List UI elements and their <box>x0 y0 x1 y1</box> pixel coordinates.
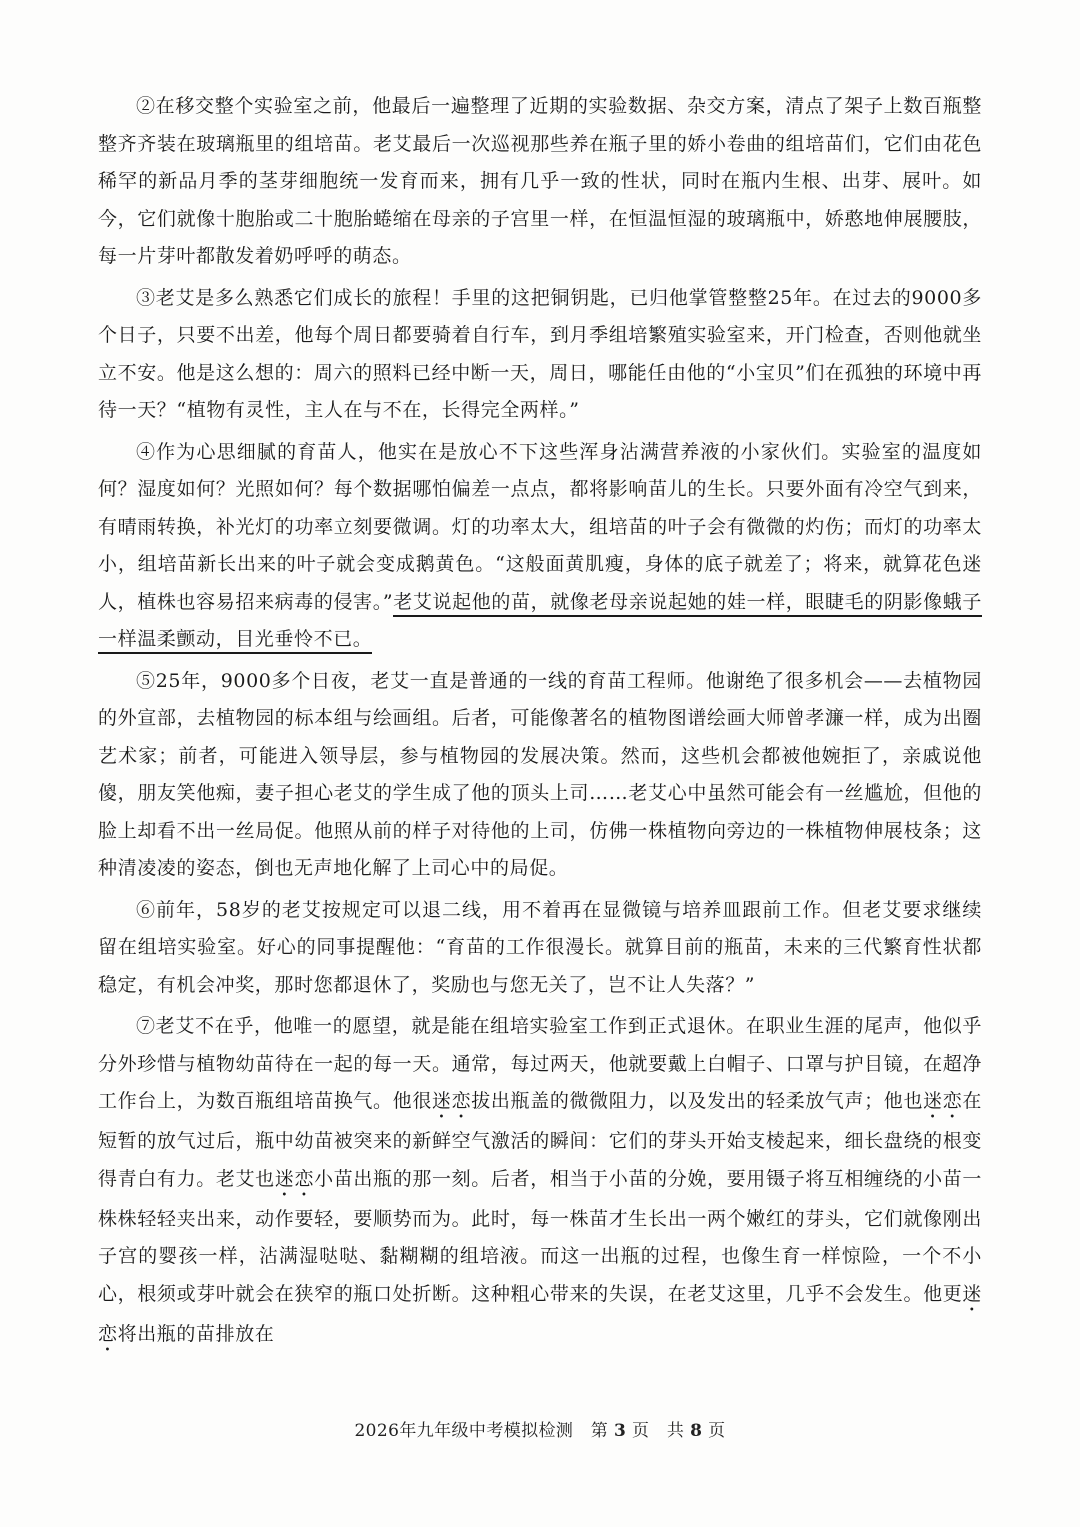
paragraph-4 <box>98 434 982 659</box>
paragraph-7-text: ⑦老艾不在乎，他唯一的愿望，就是能在组培实验室工作到正式退休。在职业生涯的尾声，他似乎分外珍惜与植物幼苗待在一起的每一天。通常，每过两天，他就要戴上白帽子、口罩与护目镜，在超净工作台上，为数百瓶组培苗换气。他很 <box>98 1015 982 1112</box>
paragraph-5: ⑤25年，9000多个日夜，老艾一直是普通的一线的育苗工程师。他谢绝了很多机会——去植物园的外宣部，去植物园的标本组与绘画组。后者，可能像著名的植物图谱绘画大师曾孝濂一样，成为出圈艺术家；前者，可能进入领导层，参与植物园的发展决策。然而，这些机会都被他婉拒了，亲戚说他傻，朋友笑他痴，妻子担心老艾的学生成了他的顶头上司……老艾心中虽然可能会有一丝尴尬，但他的脸上却看不出一丝局促。他照从前的样子对待他的上司，仿佛一株植物向旁边的一株植物伸展枝条；这种清凌凌的姿态，倒也无声地化解了上司心中的局促。 <box>98 669 982 879</box>
paragraph-3: ③老艾是多么熟悉它们成长的旅程！手里的这把铜钥匙，已归他掌管整整25年。在过去的9000多个日子，只要不出差，他每个周日都要骑着自行车，到月季组培繁殖实验室来，开门检查，否则他就坐立不安。他是这么想的：周六的照料已经中断一天，周日，哪能任由他的“小宝贝”们在孤独的环境中再待一天？“植物有灵性，主人在与不在，长得完全两样。” <box>98 286 982 421</box>
page-label: 第 <box>590 1421 609 1441</box>
page-footer <box>0 1416 1080 1441</box>
paragraph-6: ⑥前年，58岁的老艾按规定可以退二线，用不着再在显微镜与培养皿跟前工作。但老艾要求继续留在组培实验室。好心的同事提醒他：“育苗的工作很漫长。就算目前的瓶苗，未来的三代繁育性状都稳定，有机会冲奖，那时您都退休了，奖励也与您无关了，岂不让人失落？” <box>98 898 982 996</box>
exam-title: 2026年九年级中考模拟检测 <box>354 1421 574 1441</box>
paragraph-7 <box>98 1008 982 1356</box>
emphasized-word: 迷恋 <box>431 1090 472 1112</box>
emphasized-word: 迷恋 <box>274 1167 315 1190</box>
paragraph-4-text: ④作为心思细腻的育苗人，他实在是放心不下这些浑身沾满营养液的小家伙们。实验室的温度如何？湿度如何？光照如何？每个数据哪怕偏差一点点，都将影响苗儿的生长。只要外面有冷空气到来，有晴雨转换，补光灯的功率立刻要微调。灯的功率太大，组培苗的叶子会有微微的灼伤；而灯的功率太小，组培苗新长出来的叶子就会变成鹅黄色。“这般面黄肌瘦，身体的底子就差了；将来，就算花色迷人，植株也容易招来病毒的侵害。” <box>98 440 982 613</box>
total-label: 共 <box>666 1421 685 1441</box>
total-pages: 8 <box>690 1421 703 1441</box>
total-label-suffix: 页 <box>708 1421 726 1441</box>
page-label-suffix: 页 <box>632 1421 650 1441</box>
emphasized-word: 迷恋 <box>923 1090 963 1112</box>
underlined-sentence: 老艾说起他的苗，就像老母亲说起她的娃一样，眼睫毛的阴影像蛾子一样温柔颤动，目光垂怜不已。 <box>98 591 982 655</box>
paragraph-7-text: 拔出瓶盖的微微阻力，以及发出的轻柔放气声；他也 <box>471 1090 924 1112</box>
paragraph-7-text: 小苗出瓶的那一刻。后者，相当于小苗的分娩，要用镊子将互相缠绕的小苗一株株轻轻夹出来，动作要轻，要顺势而为。此时，每一株苗才生长出一两个嫩红的芽头，它们就像刚出子宫的婴孩一样，沾满湿哒哒、黏糊糊的组培液。而这一出瓶的过程，也像生育一样惊险，一个不小心，根须或芽叶就会在狭窄的瓶口处折断。这种粗心带来的失误，在老艾这里，几乎不会发生。他更 <box>98 1167 982 1305</box>
paragraph-7-text: 在短暂的放气过后，瓶中幼苗被突来的新鲜空气激活的瞬间：它们的芽头开始支棱起来，细长盘绕的根变得青白有力。老艾也 <box>98 1090 983 1190</box>
paragraph-7-text: 将出瓶的苗排放在 <box>117 1322 275 1345</box>
page-number: 3 <box>613 1421 627 1441</box>
article-body <box>98 88 982 1360</box>
paragraph-2: ②在移交整个实验室之前，他最后一遍整理了近期的实验数据、杂交方案，清点了架子上数百瓶整整齐齐装在玻璃瓶里的组培苗。老艾最后一次巡视那些养在瓶子里的娇小卷曲的组培苗们，它们由花色稀罕的新品月季的茎芽细胞统一发育而来，拥有几乎一致的性状，同时在瓶内生根、出芽、展叶。如今，它们就像十胞胎或二十胞胎蜷缩在母亲的子宫里一样，在恒温恒湿的玻璃瓶中，娇憨地伸展腰肢，每一片芽叶都散发着奶呼呼的萌态。 <box>98 95 982 267</box>
emphasized-word: 迷恋 <box>98 1282 982 1345</box>
